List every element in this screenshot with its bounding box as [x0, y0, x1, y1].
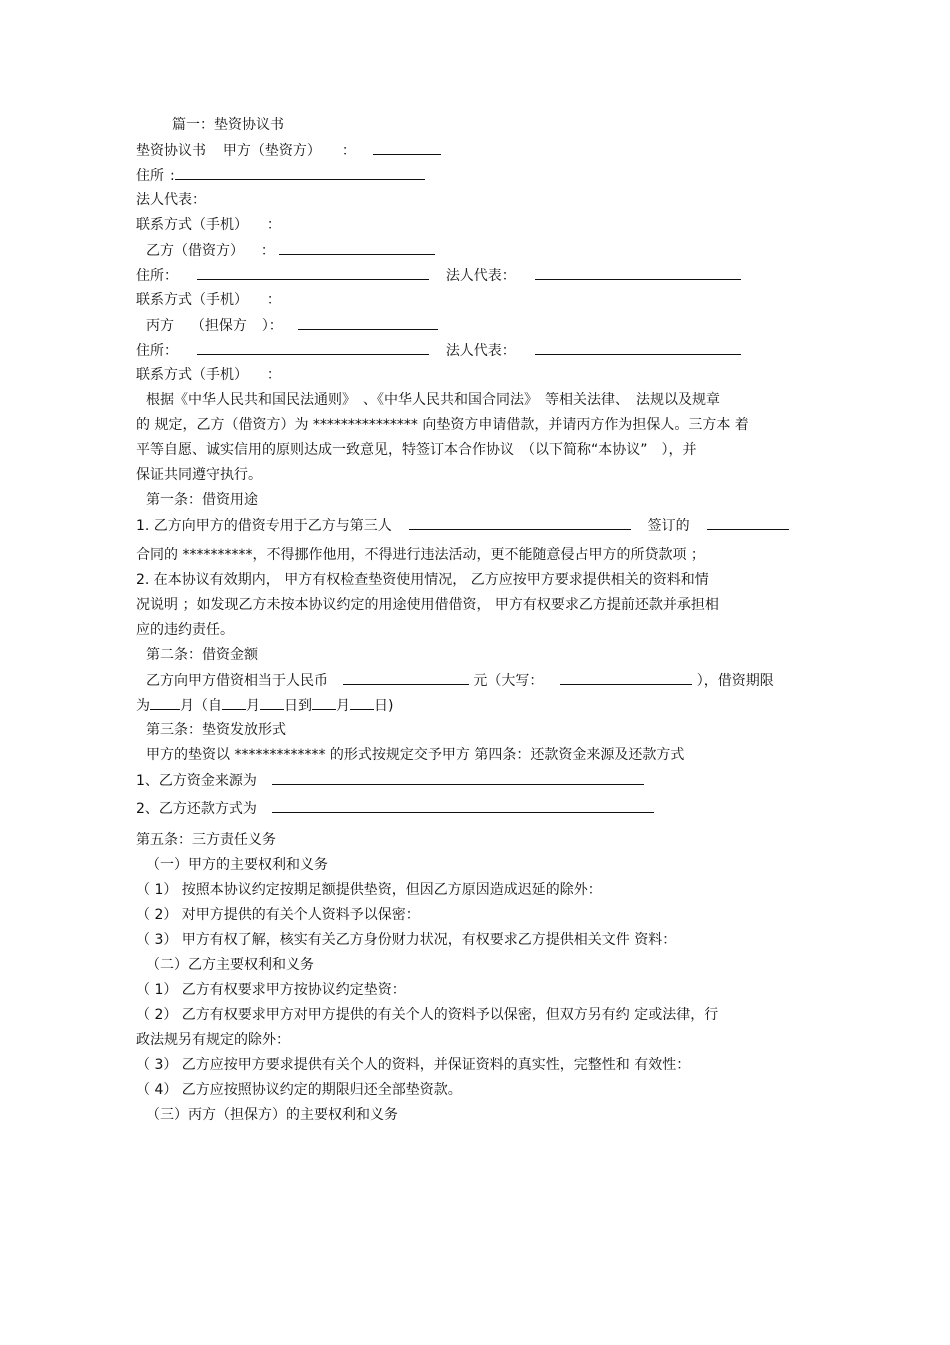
contract-blank: [707, 515, 789, 530]
article-5-sec-1-item-1: （ 1） 按照本协议约定按期足额提供垫资，但因乙方原因造成迟延的除外：: [136, 882, 602, 898]
party-b-legal-rep-blank: [535, 265, 741, 280]
section-title: 篇一：垫资协议书: [172, 117, 284, 133]
party-b-address-blank: [197, 265, 429, 280]
amount-blank: [343, 670, 469, 685]
party-c-address-line: 住所： 法人代表：: [136, 340, 741, 361]
article-3-title: 第三条：垫资发放形式: [146, 722, 286, 738]
article-1-title: 第一条：借资用途: [146, 492, 258, 508]
party-a-blank: [373, 140, 441, 155]
fund-source-blank: [272, 770, 644, 785]
party-b-address-line: 住所： 法人代表：: [136, 265, 741, 286]
article-1-item-1-cont: 合同的 **********，不得挪作他用，不得进行违法活动，更不能随意侵占甲方的所贷款项 ；: [136, 547, 705, 563]
repayment-method-blank: [272, 798, 654, 813]
intro-line-1: 根据《中华人民共和国民法通则》 、《中华人民共和国合同法》 等相关法律、 法规以及规章: [146, 392, 720, 408]
party-a-legal-rep-line: 法人代表：: [136, 192, 206, 208]
article-5-sec-2-item-3: （ 3） 乙方应按甲方要求提供有关个人的资料，并保证资料的真实性，完整性和 有效性：: [136, 1057, 691, 1073]
article-4-item-2: 2、乙方还款方式为: [136, 798, 654, 819]
article-5-sec-2-item-2-line-2: 政法规另有规定的除外：: [136, 1032, 290, 1048]
article-5-sec-2-item-2-line-1: （ 2） 乙方有权要求甲方对甲方提供的有关个人的资料予以保密，但双方另有约 定或法律，行: [136, 1007, 719, 1023]
party-c-address-blank: [197, 340, 429, 355]
intro-line-2: 的 规定，乙方（借资方）为 *************** 向垫资方申请借款，并请丙方作为担保人。三方本 着: [136, 417, 749, 433]
article-2-line-2: 为 月（自 月 日到 月 日): [136, 695, 393, 716]
article-5-title: 第五条：三方责任义务: [136, 832, 276, 848]
article-5-sec-1-item-3: （ 3） 甲方有权了解，核实有关乙方身份财力状况，有权要求乙方提供相关文件 资料：: [136, 932, 677, 948]
party-a-label: 甲方（垫资方）: [222, 143, 321, 159]
article-1-item-2-line-3: 应的违约责任。: [136, 622, 234, 638]
party-b-line: 乙方（借资方） ：: [146, 240, 435, 261]
article-3-line-1: 甲方的垫资以 ************* 的形式按规定交予甲方 第四条：还款资金来源及还款方式: [146, 747, 685, 763]
party-b-contact-line: 联系方式（手机） ：: [136, 292, 281, 308]
party-a-line: 垫资协议书 甲方（垫资方） ：: [136, 140, 441, 161]
party-c-contact-line: 联系方式（手机） ：: [136, 367, 281, 383]
article-1-item-1: 1. 乙方向甲方的借资专用于乙方与第三人 签订的: [136, 515, 789, 536]
amount-words-blank: [560, 670, 692, 685]
article-2-line-1: 乙方向甲方借资相当于人民币 元（大写： ），借资期限: [146, 670, 774, 691]
article-1-item-2-line-2: 况说明 ；如发现乙方未按本协议约定的用途使用借借资， 甲方有权要求乙方提前还款并承担相: [136, 597, 719, 613]
article-5-sec-2-item-1: （ 1） 乙方有权要求甲方按协议约定垫资：: [136, 982, 406, 998]
intro-line-4: 保证共同遵守执行。: [136, 467, 262, 483]
party-c-blank: [298, 315, 438, 330]
article-5-sec-1-item-2: （ 2） 对甲方提供的有关个人资料予以保密：: [136, 907, 420, 923]
third-party-blank: [409, 515, 631, 530]
intro-line-3: 平等自愿、诚实信用的原则达成一致意见，特签订本合作协议 （以下简称“本协议” ），并: [136, 442, 697, 458]
article-5-sec-1-title: （一）甲方的主要权利和义务: [146, 857, 328, 873]
party-c-legal-rep-blank: [535, 340, 741, 355]
party-a-address-blank: [175, 165, 425, 180]
doc-name: 垫资协议书: [136, 143, 206, 159]
party-b-blank: [279, 240, 435, 255]
article-5-sec-2-title: （二）乙方主要权利和义务: [146, 957, 314, 973]
article-4-item-1: 1、乙方资金来源为: [136, 770, 644, 791]
party-c-line: 丙方 （担保方 ）：: [146, 315, 438, 336]
article-2-title: 第二条：借资金额: [146, 647, 258, 663]
article-5-sec-2-item-4: （ 4） 乙方应按照协议约定的期限归还全部垫资款。: [136, 1082, 462, 1098]
article-5-sec-3-title: （三）丙方（担保方）的主要权利和义务: [146, 1107, 398, 1123]
article-1-item-2-line-1: 2. 在本协议有效期内， 甲方有权检查垫资使用情况， 乙方应按甲方要求提供相关的资料和情: [136, 572, 709, 588]
party-a-contact-line: 联系方式（手机） ：: [136, 217, 281, 233]
party-a-address-line: 住所 :: [136, 165, 425, 186]
